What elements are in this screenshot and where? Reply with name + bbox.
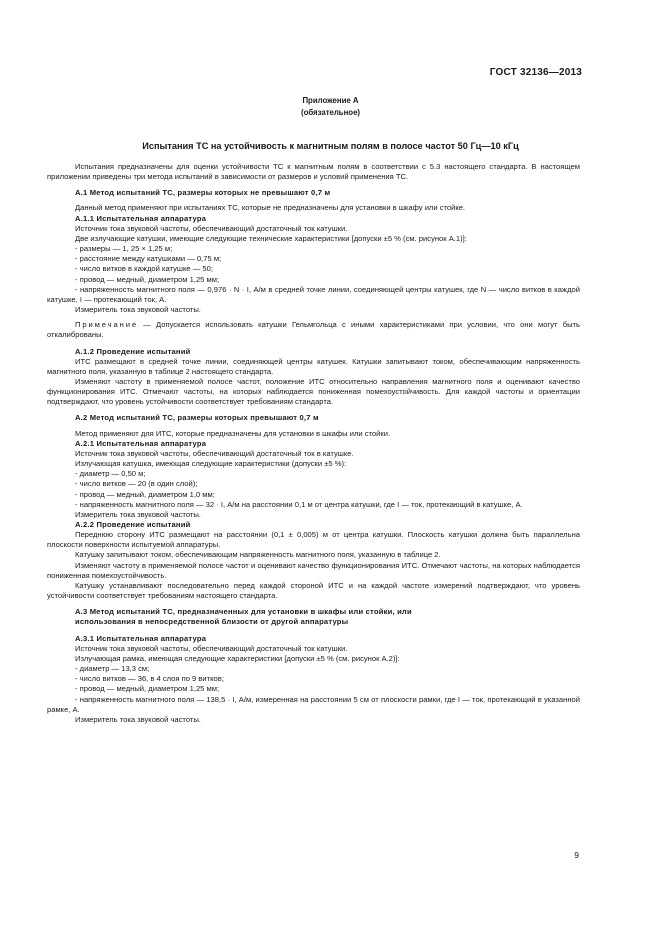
paragraph: Катушку запитывают током, обеспечивающим напряженность магнитного поля, указанную в таблице 2. xyxy=(75,550,441,560)
paragraph: Источник тока звуковой частоты, обеспечивающий достаточный ток в катушке. xyxy=(75,448,354,458)
paragraph: Переднюю сторону ИТС размещают на расстоянии (0,1 ± 0,005) м от центра катушки. Плоскость катушки должна быть параллельна плоскости поверхности испытуемой аппаратуры. xyxy=(47,530,580,550)
section-a1-2-heading: А.1.2 Проведение испытаний xyxy=(75,346,191,356)
note-paragraph xyxy=(47,320,580,340)
paragraph: ИТС размещают в средней точке линии, соединяющей центры катушек. Катушки запитывают током, обеспечивающим напряженность магнитного поля, указанную в таблице 2 настоящего стандарта. xyxy=(47,356,580,376)
paragraph: Изменяют частоту в применяемой полосе частот и оценивают качество функционирования ИТС. Отмечают частоты, на которых наблюдается пониженная помехоустойчивость. xyxy=(47,560,580,580)
page-number: 9 xyxy=(574,850,579,860)
list-item: - напряженность магнитного поля — 0,976 · N · I, А/м в средней точке линии, соединяющей центры катушек, где N — число витков в каждой катушке, I — протекающий ток, А. xyxy=(47,284,580,304)
note-text: — Допускается использовать катушки Гельмгольца с иными характеристиками при условии, что они могут быть откалиброваны. xyxy=(47,320,580,340)
list-item: - число витков — 20 (в один слой); xyxy=(75,479,198,489)
annex-title: Испытания ТС на устойчивость к магнитным полям в полосе частот 50 Гц—10 кГц xyxy=(142,141,519,151)
list-item: - размеры — 1, 25 × 1,25 м; xyxy=(75,244,173,254)
section-a3-heading: А.3 Метод испытаний ТС, предназначенных для установки в шкафы или стойки, или xyxy=(75,607,412,617)
annex-status: (обязательное) xyxy=(300,108,361,117)
paragraph: Источник тока звуковой частоты, обеспечивающий достаточный ток катушки. xyxy=(75,643,348,653)
paragraph: Катушку устанавливают последовательно перед каждой стороной ИТС и на каждой частоте измерений подтверждают, что уровень устойчивости соответствует требованиям настоящего стандарта. xyxy=(47,580,580,601)
standard-number: ГОСТ 32136—2013 xyxy=(489,67,582,78)
section-a2-heading: А.2 Метод испытаний ТС, размеры которых превышают 0,7 м xyxy=(75,413,319,423)
list-item: - провод — медный, диаметром 1,25 мм; xyxy=(75,274,220,284)
section-a2-2-heading: А.2.2 Проведение испытаний xyxy=(75,520,191,529)
section-a1-paragraph: Данный метод применяют при испытаниях ТС, которые не предназначены для установки в шкафу или стойке. xyxy=(75,203,466,213)
list-item: - диаметр — 0,50 м; xyxy=(75,469,146,479)
paragraph: Две излучающие катушки, имеющие следующие технические характеристики [допуски ±5 % (см. рисунок А.1)]: xyxy=(75,233,467,243)
section-a3-heading-continued: использования в непосредственной близости от другой аппаратуры xyxy=(75,617,349,627)
list-item: - напряженность магнитного поля — 138,5 · I, А/м, измеренная на расстоянии 5 см от плоскости рамки, где I — ток, протекающий в указанной рамке, А. xyxy=(47,694,580,714)
list-item: - провод — медный, диаметром 1,25 мм; xyxy=(75,684,220,694)
section-a3-1-heading: А.3.1 Испытательная аппаратура xyxy=(75,633,207,643)
paragraph: Излучающая рамка, имеющая следующие характеристики [допуски ±5 % (см. рисунок А.2)]: xyxy=(75,653,400,663)
annex-label: Приложение А xyxy=(302,96,359,105)
list-item: - диаметр — 13,3 см; xyxy=(75,664,150,674)
section-a1-heading: А.1 Метод испытаний ТС, размеры которых не превышают 0,7 м xyxy=(75,188,331,198)
list-item: - провод — медный, диаметром 1,0 мм; xyxy=(75,489,215,499)
section-a1-1-heading: А.1.1 Испытательная аппаратура xyxy=(75,213,207,223)
paragraph: Измеритель тока звуковой частоты. xyxy=(75,509,201,519)
list-item: - число витков в каждой катушке — 50; xyxy=(75,264,213,274)
section-a2-paragraph: Метод применяют для ИТС, которые предназначены для установки в шкафы или стойки. xyxy=(75,428,391,438)
paragraph: Измеритель тока звуковой частоты. xyxy=(75,714,201,724)
paragraph: Источник тока звуковой частоты, обеспечивающий достаточный ток катушки. xyxy=(75,223,348,233)
paragraph: Излучающая катушка, имеющая следующие характеристики (допуски ±5 %): xyxy=(75,459,347,469)
document-body xyxy=(47,162,580,725)
list-item: - число витков — 36, в 4 слоя по 9 витков; xyxy=(75,674,224,684)
section-a2-1-heading: А.2.1 Испытательная аппаратура xyxy=(75,438,207,448)
note-label: Примечание xyxy=(75,320,138,330)
paragraph: Изменяют частоту в применяемой полосе частот, положение ИТС относительно направления магнитного поля и оценивают качество функционирования ИТС. Отмечают частоты, на которых наблюдается пониженная помехоустойчивость. Для каждой частоты и ориентации подтверждают, что уровень устойчивости соответствует требованиям стандарта. xyxy=(47,376,580,407)
list-item: - расстояние между катушками — 0,75 м; xyxy=(75,254,222,264)
intro-paragraph: Испытания предназначены для оценки устойчивости ТС к магнитным полям в соответствии с 5.3 настоящего стандарта. В настоящем приложении приведены три метода испытаний в зависимости от размеров и условий применения ТС. xyxy=(47,162,580,182)
list-item: - напряженность магнитного поля — 32 · I, А/м на расстоянии 0,1 м от центра катушки, где I — ток, протекающий в катушке, А. xyxy=(75,499,523,509)
paragraph: Измеритель тока звуковой частоты. xyxy=(75,305,201,315)
